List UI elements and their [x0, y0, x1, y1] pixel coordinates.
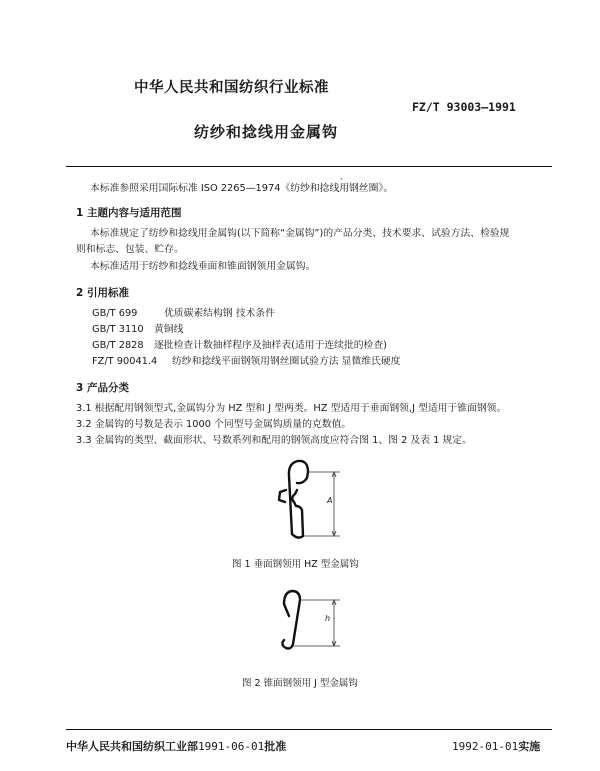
- intro-text: 本标准参照采用国际标准 ISO 2265—1974《纺纱和捻线用钢丝圈》。: [90, 183, 394, 194]
- reference-code: FZ/T 90041.4: [92, 356, 158, 367]
- document-title: 纺纱和捻线用金属钩: [194, 123, 339, 141]
- figure-2-caption: 图 2 锥面钢领用 J 型金属钩: [242, 678, 358, 689]
- reference-code: GB/T 699: [92, 308, 138, 319]
- footer-effective: [452, 738, 540, 754]
- reference-code: GB/T 2828: [92, 340, 144, 351]
- figure-1-hz-hook-drawing: [262, 450, 352, 550]
- reference-title: 优质碳素结构钢 技术条件: [164, 308, 275, 319]
- org-title: 中华人民共和国纺织行业标准: [134, 80, 329, 96]
- effective-date: 1992-01-01: [452, 740, 519, 753]
- clause-number: 3.2: [76, 419, 92, 430]
- section-2-heading: 2 引用标准: [76, 287, 129, 299]
- reference-item: [92, 355, 400, 369]
- reference-title: 纺纱和捻线平面钢领用钢丝圈试验方法 显微维氏硬度: [172, 356, 401, 367]
- figure-1-dimension-label: A: [327, 496, 333, 505]
- effective-label: 实施: [518, 740, 541, 753]
- footer-rule: [66, 729, 552, 730]
- issuer-name: 中华人民共和国纺织工业部: [66, 740, 198, 753]
- clause-text: 金属钩的号数是表示 1000 个同型号金属钩质量的克数值。: [94, 419, 352, 430]
- reference-item: [92, 339, 387, 353]
- section-1-heading: 1 主题内容与适用范围: [76, 207, 182, 219]
- hook-inner-curve: [292, 490, 303, 538]
- section-1-para-1-cont: 则和标志、包装、贮存。: [76, 244, 184, 255]
- reference-item: [92, 323, 183, 337]
- figure-1-caption: 图 1 垂面钢领用 HZ 型金属钩: [232, 559, 359, 570]
- clause-text: 根据配用钢领型式,金属钩分为 HZ 型和 J 型两类。HZ 型适用于垂面钢领,J 型适用于锥面钢领。: [94, 403, 507, 414]
- clause-3-2: [76, 418, 351, 432]
- approval-label: 批准: [264, 740, 287, 753]
- reference-code: GB/T 3110: [92, 324, 144, 335]
- header-rule: [66, 166, 552, 167]
- section-1-para-2: 本标准适用于纺纱和捻线垂面和锥面钢领用金属钩。: [90, 261, 316, 272]
- footer-approval: [66, 738, 286, 754]
- reference-title: 逐批检查计数抽样程序及抽样表(适用于连续批的检查): [154, 340, 387, 351]
- clause-number: 3.3: [76, 435, 92, 446]
- hook-outer-curve: [284, 591, 300, 649]
- standard-code: FZ/T 93003—1991: [412, 100, 516, 114]
- clause-text: 金属钩的类型、截面形状、号数系列和配用的钢领高度应符合图 1、图 2 及表 1 规定。: [94, 435, 472, 446]
- clause-3-1: [76, 402, 506, 416]
- reference-title: 黄铜线: [154, 324, 184, 335]
- hook-inner-curve: [282, 604, 289, 648]
- clause-3-3: [76, 434, 472, 448]
- figure-2-j-hook-drawing: [262, 582, 352, 662]
- hook-notch: [279, 490, 286, 502]
- section-3-heading: 3 产品分类: [76, 382, 129, 394]
- reference-item: [92, 307, 275, 321]
- stray-mark: 、: [340, 172, 348, 181]
- clause-number: 3.1: [76, 403, 92, 414]
- figure-2-dimension-label: h: [325, 614, 331, 623]
- section-1-para-1: 本标准规定了纺纱和捻线用金属钩(以下简称“金属钩”)的产品分类、技术要求、试验方法、检验规: [90, 228, 510, 239]
- approval-date: 1991-06-01: [198, 740, 265, 753]
